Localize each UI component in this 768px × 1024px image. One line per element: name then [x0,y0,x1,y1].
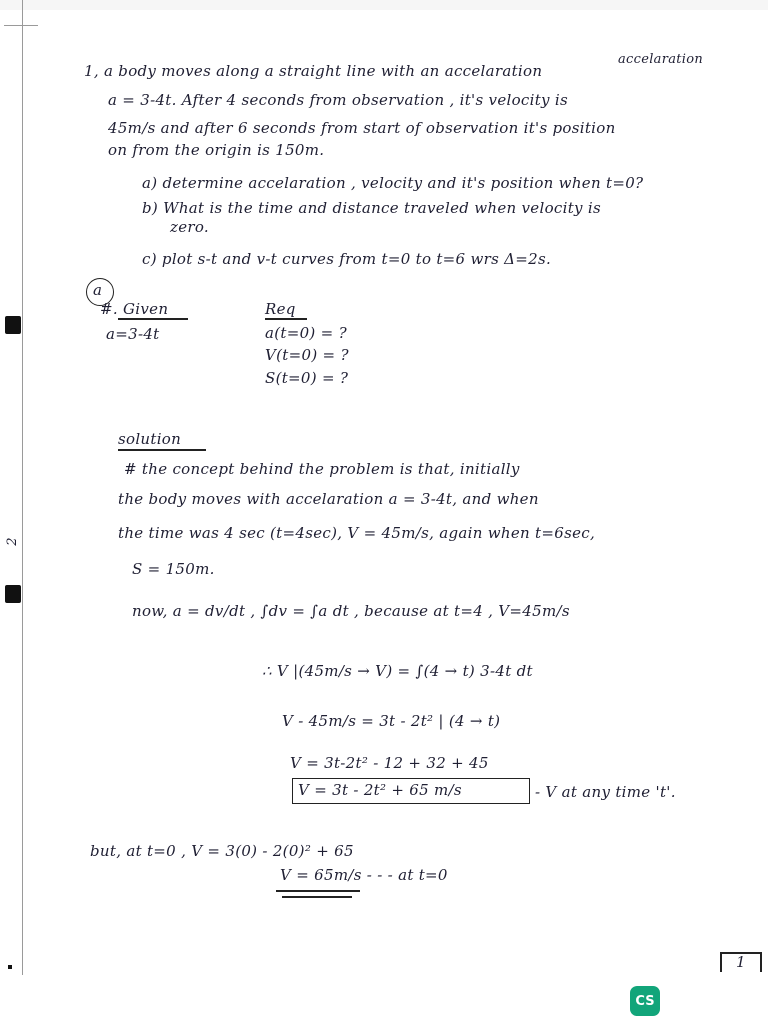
required-heading: Req [265,300,296,318]
required-item: a(t=0) = ? [265,324,347,342]
final-answer: V = 65m/s - - - at t=0 [280,866,448,884]
required-item: S(t=0) = ? [265,369,349,387]
derivation-line: V = 3t-2t² - 12 + 32 + 45 [290,754,489,772]
scan-edge [0,0,768,10]
derivation-line: ∴ V |(45m/s → V) = ∫(4 → t) 3-4t dt [262,662,533,680]
problem-line: 1, a body moves along a straight line with an accelaration [84,62,543,80]
binder-hole [5,316,21,334]
question-b: b) What is the time and distance traveled when velocity is [142,199,601,217]
problem-correction: accelaration [618,52,704,67]
part-marker: a [93,281,103,299]
solution-line: # the concept behind the problem is that, initially [124,460,520,478]
solution-line: the time was 4 sec (t=4sec), V = 45m/s, again when t=6sec, [118,524,596,542]
required-item: V(t=0) = ? [265,346,349,364]
final-line: but, at t=0 , V = 3(0) - 2(0)² + 65 [90,842,354,860]
required-underline [265,318,307,320]
problem-line: 45m/s and after 6 seconds from start of observation it's position [108,119,616,137]
margin-line [22,0,23,975]
solution-heading: solution [118,430,182,448]
derivation-line: now, a = dv/dt , ∫dv = ∫a dt , because at t=4 , V=45m/s [132,602,570,620]
camscanner-logo: CS [630,986,660,1016]
question-b-cont: zero. [170,218,209,236]
binder-hole [5,585,21,603]
given-value: a=3-4t [106,325,160,343]
scan-dot [8,965,12,969]
problem-line: a = 3-4t. After 4 seconds from observation , it's velocity is [108,91,568,109]
question-c: c) plot s-t and v-t curves from t=0 to t=6 wrs Δ=2s. [142,250,552,268]
given-heading: #. Given [100,300,169,318]
margin-tick [4,25,38,26]
result-note: - V at any time 't'. [535,783,676,801]
page-number: 1 [736,953,746,971]
problem-line: on from the origin is 150m. [108,141,325,159]
question-a: a) determine accelaration , velocity and it's position when t=0? [142,174,644,192]
final-underline [276,890,360,892]
solution-line: the body moves with accelaration a = 3-4t, and when [118,490,539,508]
solution-line: S = 150m. [132,560,215,578]
given-underline [118,318,188,320]
final-underline-2 [282,896,352,898]
solution-underline [118,449,206,451]
result-equation: V = 3t - 2t² + 65 m/s [298,781,462,799]
margin-mark: 2 [4,537,20,546]
derivation-line: V - 45m/s = 3t - 2t² | (4 → t) [282,712,501,730]
